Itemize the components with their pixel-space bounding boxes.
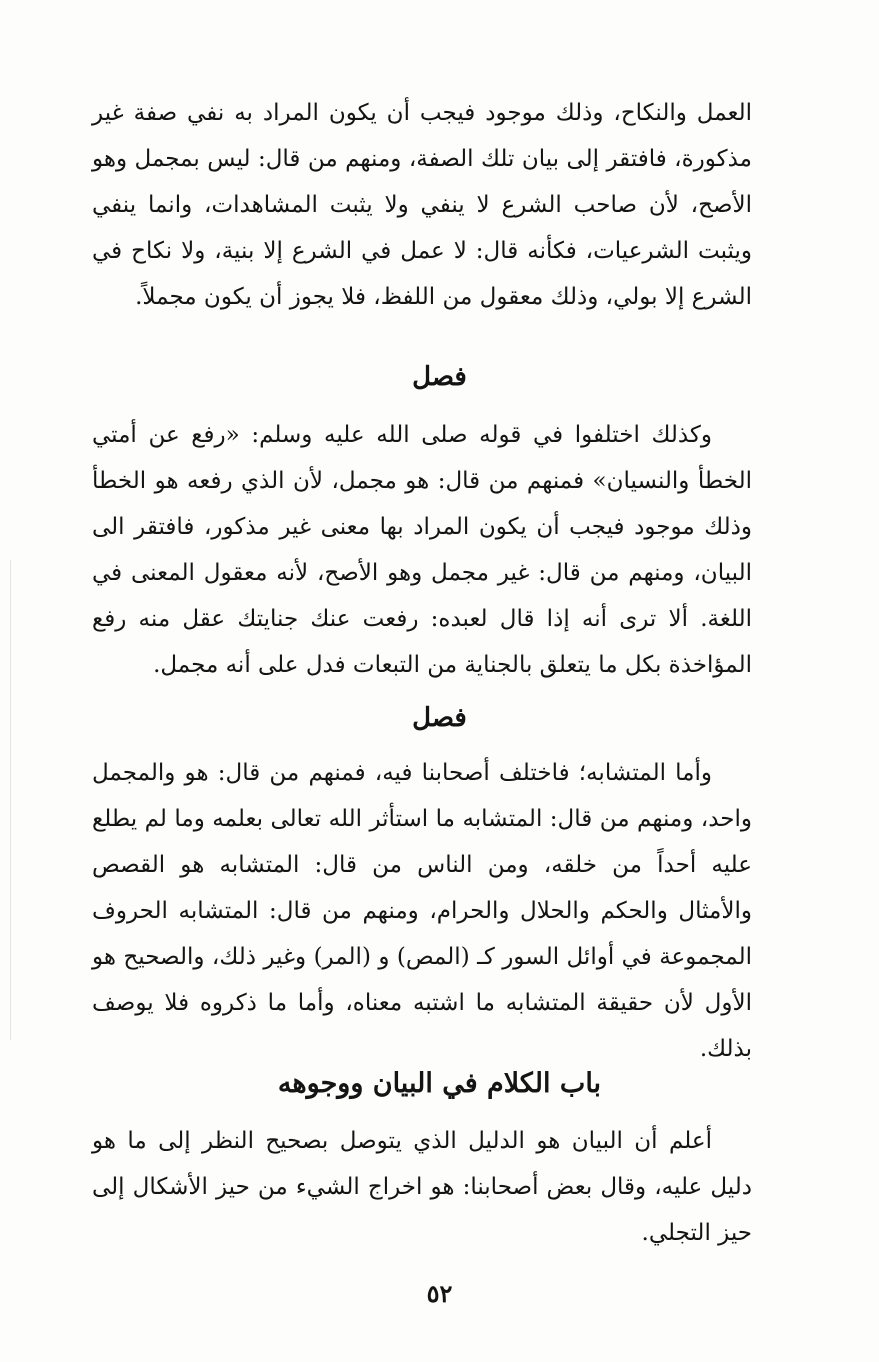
section-heading-1: فصل — [412, 362, 467, 392]
paragraph-block-2 — [92, 412, 752, 688]
paragraph-text: وكذلك اختلفوا في قوله صلى الله عليه وسلم: «رفع عن أمتي الخطأ والنسيان» فمنهم من قال: هو مجمل، لأن الذي رفعه هو الخطأ وذلك موجود فيجب أن يكون المراد بها معنى غير مذكور، فافتقر الى البيان، ومنهم من قال: غير مجمل وهو الأصح، لأنه معقول المعنى في اللغة. ألا ترى أنه إذا قال لعبده: رفعت عنك جنايتك عقل منه رفع المؤاخذة بكل ما يتعلق بالجناية من التبعات فدل على أنه مجمل. — [92, 422, 752, 678]
paragraph-block-1 — [92, 90, 752, 320]
page-number: ٥٢ — [426, 1279, 453, 1308]
paragraph-block-4 — [92, 1118, 752, 1256]
scan-edge-mark — [10, 560, 11, 1040]
paragraph-block-3 — [92, 750, 752, 1072]
section-heading-2: فصل — [412, 703, 467, 733]
paragraph-text: أعلم أن البيان هو الدليل الذي يتوصل بصحيح النظر إلى ما هو دليل عليه، وقال بعض أصحابنا: هو اخراج الشيء من حيز الأشكال إلى حيز التجلي. — [92, 1128, 752, 1246]
chapter-heading: باب الكلام في البيان ووجوهه — [277, 1068, 602, 1099]
paragraph-text: وأما المتشابه؛ فاختلف أصحابنا فيه، فمنهم من قال: هو والمجمل واحد، ومنهم من قال: المتشابه ما استأثر الله تعالى بعلمه وما لم يطلع عليه أحداً من خلقه، ومن الناس من قال: المتشابه هو القصص والأمثال والحكم والحلال والحرام، ومنهم من قال: المتشابه الحروف المجموعة في أوائل السور كـ (المص) و (المر) وغير ذلك، والصحيح هو الأول لأن حقيقة المتشابه ما اشتبه معناه، وأما ما ذكروه فلا يوصف بذلك. — [92, 760, 752, 1062]
paragraph-text: العمل والنكاح، وذلك موجود فيجب أن يكون المراد به نفي صفة غير مذكورة، فافتقر إلى بيان تلك الصفة، ومنهم من قال: ليس بمجمل وهو الأصح، لأن صاحب الشرع لا ينفي ولا يثبت المشاهدات، وانما ينفي ويثبت الشرعيات، فكأنه قال: لا عمل في الشرع إلا بنية، ولا نكاح في الشرع إلا بولي، وذلك معقول من اللفظ، فلا يجوز أن يكون مجملاً. — [92, 100, 752, 310]
